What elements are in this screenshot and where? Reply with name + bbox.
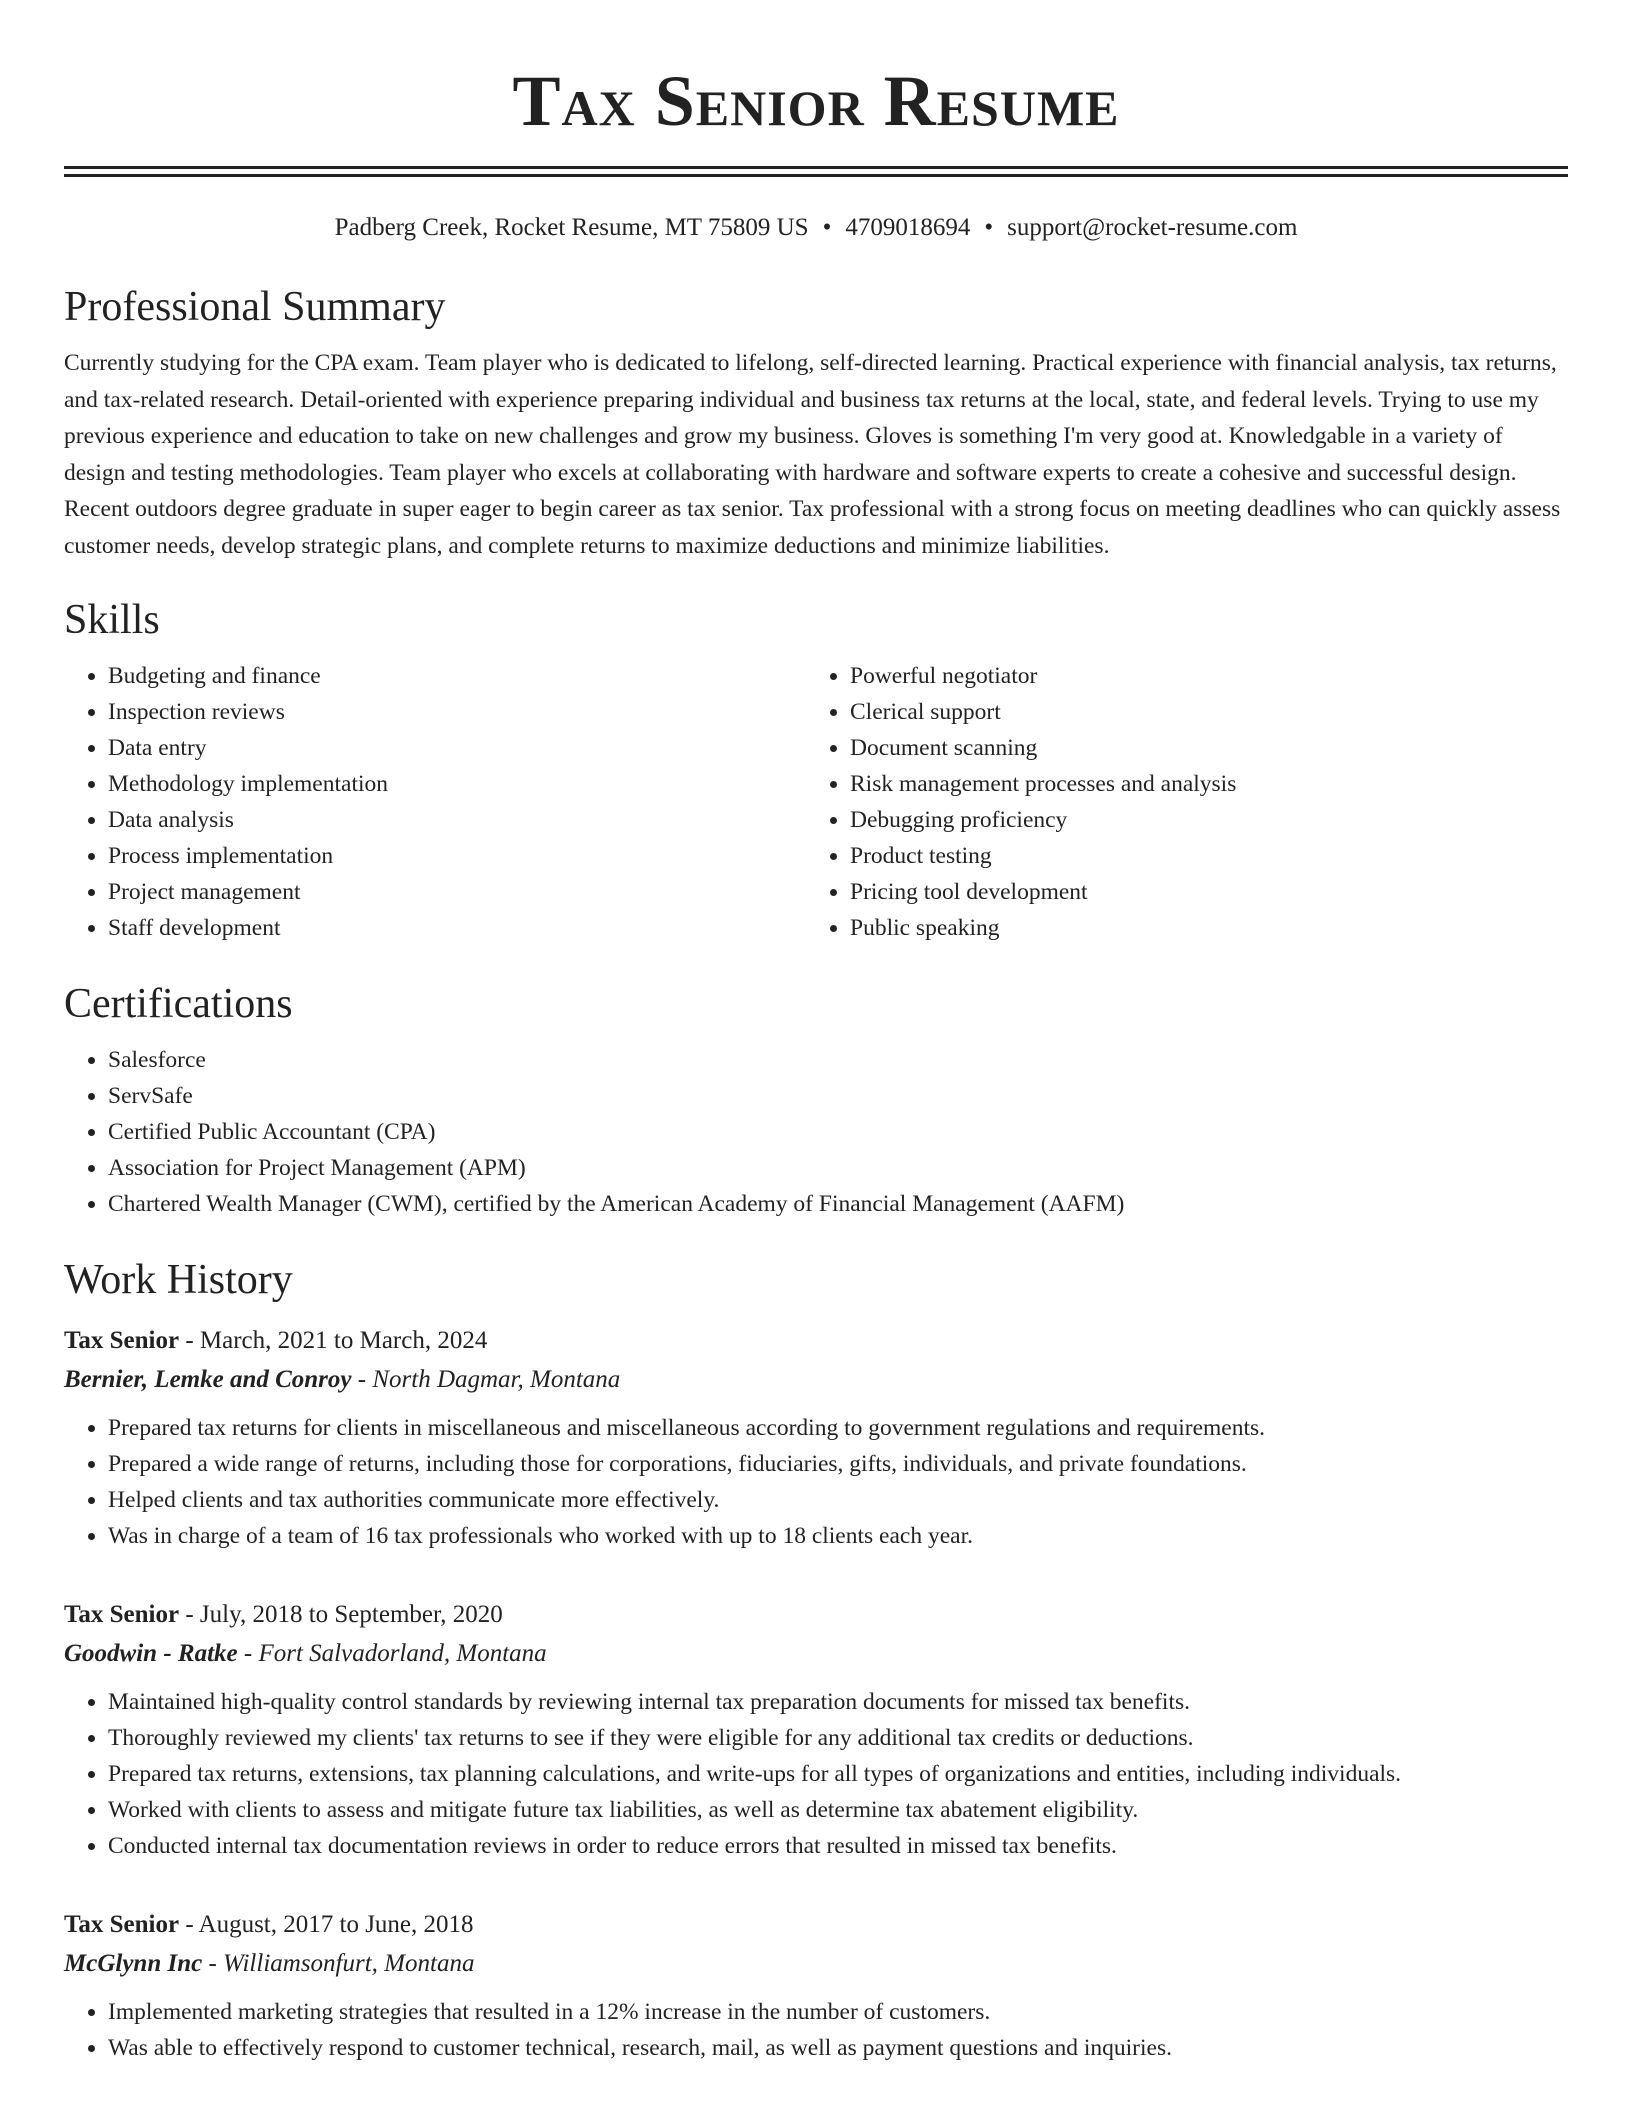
job-entry [64, 1322, 1568, 1554]
job-bullet: • Helped clients and tax authorities communicate more effectively. [108, 1482, 1568, 1518]
skill-item: • Data entry [108, 730, 806, 766]
job-company-line [64, 1634, 1568, 1674]
job-company: McGlynn Inc [64, 1950, 203, 1977]
skills-list-right [806, 658, 1548, 946]
skill-item: • Pricing tool development [850, 874, 1548, 910]
job-location: - Fort Salvadorland, Montana [237, 1640, 547, 1667]
skill-item: • Process implementation [108, 838, 806, 874]
job-location: - Williamsonfurt, Montana [202, 1950, 475, 1977]
job-company: Goodwin - Ratke [64, 1640, 238, 1667]
job-title-line [64, 1596, 1568, 1634]
skill-item: • Methodology implementation [108, 766, 806, 802]
job-role: Tax Senior [64, 1911, 180, 1938]
skill-item: • Public speaking [850, 910, 1548, 946]
job-location: - North Dagmar, Montana [351, 1366, 621, 1393]
job-bullet: • Maintained high-quality control standards by reviewing internal tax preparation documents for missed tax benefits. [108, 1684, 1568, 1720]
job-bullet: • Was able to effectively respond to customer technical, research, mail, as well as payment questions and inquiries. [108, 2030, 1568, 2066]
certification-item: • Certified Public Accountant (CPA) [108, 1114, 1568, 1150]
contact-email: support@rocket-resume.com [1007, 214, 1298, 241]
job-bullets [64, 1994, 1568, 2066]
resume-title: Tax Senior Resume [512, 61, 1120, 141]
job-bullet: • Prepared tax returns for clients in miscellaneous and miscellaneous according to government regulations and requirements. [108, 1410, 1568, 1446]
skill-item: • Document scanning [850, 730, 1548, 766]
job-dates: - July, 2018 to September, 2020 [179, 1601, 503, 1628]
contact-line [64, 211, 1568, 245]
job-company-line [64, 1944, 1568, 1984]
job-bullet: • Was in charge of a team of 16 tax professionals who worked with up to 18 clients each year. [108, 1518, 1568, 1554]
skill-item: • Staff development [108, 910, 806, 946]
job-role: Tax Senior [64, 1327, 180, 1354]
job-dates: - March, 2021 to March, 2024 [179, 1327, 488, 1354]
skill-item: • Clerical support [850, 694, 1548, 730]
skills-heading: Skills [64, 597, 160, 643]
job-dates: - August, 2017 to June, 2018 [179, 1911, 474, 1938]
skills-list-left [64, 658, 806, 946]
certification-item: • Chartered Wealth Manager (CWM), certified by the American Academy of Financial Management (AAFM) [108, 1186, 1568, 1222]
job-title-line [64, 1322, 1568, 1360]
job-role: Tax Senior [64, 1601, 180, 1628]
job-title-line [64, 1906, 1568, 1944]
certifications-list [64, 1042, 1568, 1222]
skill-item: • Budgeting and finance [108, 658, 806, 694]
skill-item: • Debugging proficiency [850, 802, 1548, 838]
certification-item: • Association for Project Management (APM) [108, 1150, 1568, 1186]
job-bullet: • Prepared tax returns, extensions, tax planning calculations, and write-ups for all types of organizations and entities, including individuals. [108, 1756, 1568, 1792]
job-entry [64, 1906, 1568, 2066]
summary-text: Currently studying for the CPA exam. Team player who is dedicated to lifelong, self-directed learning. Practical experience with financial analysis, tax returns, and tax-related research. Detail-oriented with experience preparing individual and business tax returns at the local, state, and federal levels. Trying to use my previous experience and education to take on new challenges and grow my business. Gloves is something I'm very good at. Knowledgable in a variety of design and testing methodologies. Team player who excels at collaborating with hardware and software experts to create a cohesive and successful design. Recent outdoors degree graduate in super eager to begin career as tax senior. Tax professional with a strong focus on meeting deadlines who can quickly assess customer needs, develop strategic plans, and complete returns to maximize deductions and minimize liabilities. [64, 350, 1561, 559]
job-bullet: • Implemented marketing strategies that resulted in a 12% increase in the number of customers. [108, 1994, 1568, 2030]
skill-item: • Powerful negotiator [850, 658, 1548, 694]
contact-phone: 4709018694 [845, 214, 971, 241]
skill-item: • Data analysis [108, 802, 806, 838]
certifications-heading: Certifications [64, 981, 293, 1027]
skill-item: • Project management [108, 874, 806, 910]
skill-item: • Risk management processes and analysis [850, 766, 1548, 802]
certification-item: • Salesforce [108, 1042, 1568, 1078]
job-bullets [64, 1684, 1568, 1864]
job-bullets [64, 1410, 1568, 1554]
job-bullet: • Worked with clients to assess and mitigate future tax liabilities, as well as determine tax abatement eligibility. [108, 1792, 1568, 1828]
contact-separator: • [984, 214, 994, 241]
skill-item: • Product testing [850, 838, 1548, 874]
work-history-heading: Work History [64, 1257, 293, 1303]
skill-item: • Inspection reviews [108, 694, 806, 730]
certification-item: • ServSafe [108, 1078, 1568, 1114]
job-company-line [64, 1360, 1568, 1400]
job-bullet: • Conducted internal tax documentation reviews in order to reduce errors that resulted in missed tax benefits. [108, 1828, 1568, 1864]
summary-heading: Professional Summary [64, 284, 446, 330]
job-bullet: • Thoroughly reviewed my clients' tax returns to see if they were eligible for any additional tax credits or deductions. [108, 1720, 1568, 1756]
contact-address: Padberg Creek, Rocket Resume, MT 75809 US [334, 214, 809, 241]
job-company: Bernier, Lemke and Conroy [64, 1366, 352, 1393]
job-entry [64, 1596, 1568, 1864]
contact-separator: • [822, 214, 832, 241]
skills-columns [64, 658, 1568, 946]
job-bullet: • Prepared a wide range of returns, including those for corporations, fiduciaries, gifts, individuals, and private foundations. [108, 1446, 1568, 1482]
title-divider [64, 166, 1568, 177]
